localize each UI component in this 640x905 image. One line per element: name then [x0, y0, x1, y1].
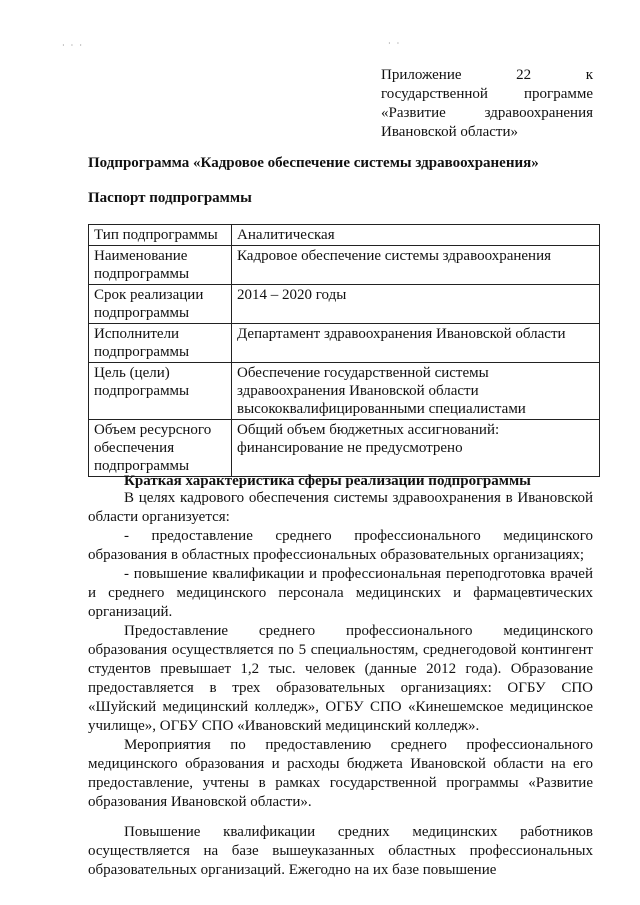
appendix-line: Приложение 22 к	[381, 67, 593, 83]
appendix-line: государственной программе	[381, 86, 593, 102]
table-key-cell: Исполнители подпрограммы	[89, 324, 232, 363]
scan-artifact: · ·	[388, 39, 402, 48]
appendix-line: Ивановской области»	[381, 124, 518, 140]
table-row	[89, 363, 600, 420]
table-value-cell: Кадровое обеспечение системы здравоохранения	[232, 246, 600, 285]
table-key-cell: Срок реализации подпрограммы	[89, 285, 232, 324]
table-row	[89, 285, 600, 324]
table-key-cell: Наименование подпрограммы	[89, 246, 232, 285]
paragraph: - предоставление среднего профессионального медицинского образования в областных профессиональных образовательных организациях;	[88, 528, 593, 563]
table-value-cell: Департамент здравоохранения Ивановской области	[232, 324, 600, 363]
table-value-cell: 2014 – 2020 годы	[232, 285, 600, 324]
passport-table	[88, 224, 600, 477]
body-text	[88, 489, 593, 880]
table-key-cell: Цель (цели) подпрограммы	[89, 363, 232, 420]
appendix-header	[381, 66, 593, 142]
paragraph: Предоставление среднего профессионального медицинского образования осуществляется по 5 специальностям, среднегодовой контингент студентов превышает 1,2 тыс. человек (данные 2012 года). Образование предоставляется в трех образовательных организациях: ОГБУ СПО «Шуйский медицинский колледж», ОГБУ СПО «Кинешемское медицинское училище», ОГБУ СПО «Ивановский медицинский колледж».	[88, 623, 593, 734]
paragraph: Мероприятия по предоставлению среднего профессионального медицинского образования и расходы бюджета Ивановской области на его предоставление, учтены в рамках государственной программы «Развитие образования Ивановской области».	[88, 737, 593, 810]
table-row	[89, 225, 600, 246]
table-row	[89, 324, 600, 363]
table-value-cell: Общий объем бюджетных ассигнований: финансирование не предусмотрено	[232, 420, 600, 477]
table-key-cell: Объем ресурсного обеспечения подпрограммы	[89, 420, 232, 477]
table-row	[89, 420, 600, 477]
table-value-cell: Аналитическая	[232, 225, 600, 246]
scan-artifact: · · ·	[62, 41, 84, 50]
table-key-cell: Тип подпрограммы	[89, 225, 232, 246]
table-row	[89, 246, 600, 285]
section-title: Краткая характеристика сферы реализации подпрограммы	[124, 473, 531, 489]
table-value-cell: Обеспечение государственной системы здравоохранения Ивановской области высококвалифицированными специалистами	[232, 363, 600, 420]
passport-title: Паспорт подпрограммы	[88, 190, 252, 206]
paragraph: Повышение квалификации средних медицинских работников осуществляется на базе вышеуказанных областных профессиональных образовательных организаций. Ежегодно на их базе повышение	[88, 824, 593, 878]
appendix-line: «Развитие здравоохранения	[381, 105, 593, 121]
paragraph: В целях кадрового обеспечения системы здравоохранения в Ивановской области организуется:	[88, 490, 593, 525]
paragraph: - повышение квалификации и профессиональная переподготовка врачей и среднего медицинского персонала медицинских и фармацевтических организаций.	[88, 566, 593, 620]
subprogram-title: Подпрограмма «Кадровое обеспечение системы здравоохранения»	[88, 155, 539, 171]
